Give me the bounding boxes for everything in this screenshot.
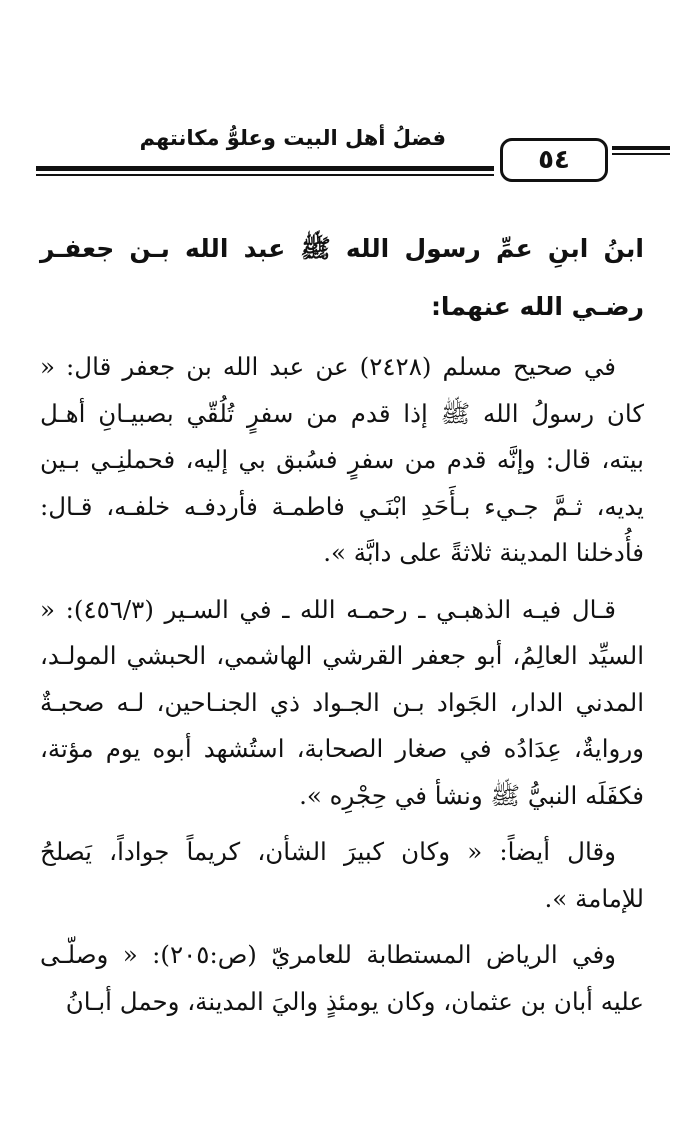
paragraph-dhahabi: قـال فيـه الذهبـي ـ رحمـه الله ـ في السـير (٤٥٦/٣): « السيِّد العالِمُ، أبو جعفر القرشي الهاشمي، الحبشي المولـد، المدني الدار، الجَواد بـن الجـواد ذي الجنـاحين، لـه صحبـةٌ وروايةٌ، عِدَادُه في صغار الصحابة، استُشهد أبوه يوم مؤتة، فكفَلَه النبيُّ ﷺ ونشأ في حِجْرِه ». (40, 594, 644, 810)
page-body (40, 220, 644, 1025)
running-title: فضلُ أهل البيت وعلوُّ مكانتهم (139, 126, 446, 150)
paragraph-also: وقال أيضاً: « وكان كبيرَ الشأن، كريماً جواداً، يَصلحُ للإمامة ». (40, 837, 644, 913)
page-number: ٥٤ (500, 138, 608, 182)
header-rule-right-thin (612, 153, 670, 155)
section-heading: ابنُ ابنِ عمِّ رسول الله ﷺ عبد الله بـن جعفـر رضـي الله عنهما: (40, 234, 644, 321)
paragraph-riyad: وفي الرياض المستطابة للعامريّ (ص:٢٠٥): « وصلّـى عليه أبان بن عثمان، وكان يومئذٍ واليَ المدينة، وحمل أبـانُ (40, 940, 644, 1016)
header-rule-thin (36, 174, 494, 176)
paragraph-muslim: في صحيح مسلم (٢٤٢٨) عن عبد الله بن جعفر قال: « كان رسولُ الله ﷺ إذا قدم من سفرٍ تُلُقّي بصبيـانِ أهـل بيته، قال: وإنَّه قدم من سفرٍ فسُبق بي إليه، فحملنِـي بـين يديه، ثـمَّ جـيء بـأَحَدِ ابْنَـي فاطمـة فأردفـه خلفـه، قـال: فأُدخلنا المدينة ثلاثةً على دابَّة ». (40, 352, 644, 567)
header-rule-right-thick (612, 146, 670, 150)
header-rule-thick (36, 166, 494, 171)
running-header (36, 118, 636, 188)
